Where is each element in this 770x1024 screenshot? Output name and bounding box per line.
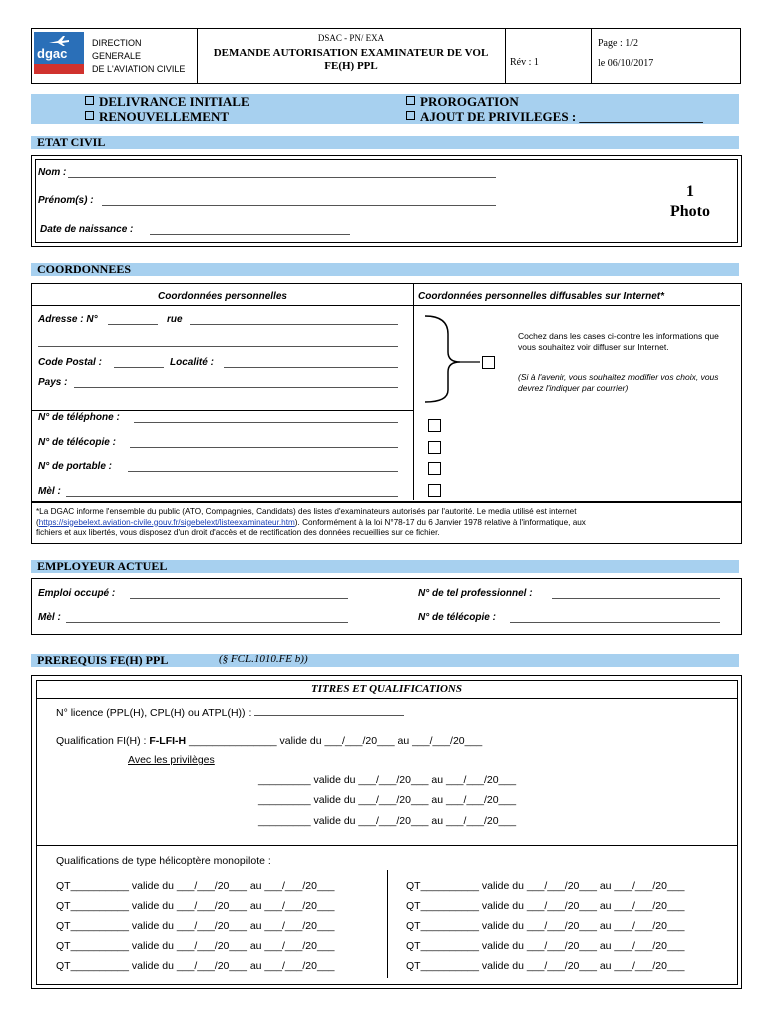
section-coordonnees — [31, 263, 739, 276]
privilege-row[interactable]: _________ valide du ___/___/20___ au ___/___/20___ — [258, 774, 517, 786]
rue-field[interactable] — [190, 324, 398, 325]
checkbox-icon[interactable] — [406, 96, 415, 105]
localite-field[interactable] — [224, 367, 398, 368]
option-prorogation[interactable] — [406, 94, 703, 109]
doc-title-line-1: DEMANDE AUTORISATION EXAMINATEUR DE VOL — [213, 47, 489, 59]
type-rating-row[interactable]: QT__________ valide du ___/___/20___ au ___/___/20___ — [406, 940, 685, 952]
adresse-num-field[interactable] — [108, 324, 158, 325]
org-name — [92, 37, 185, 76]
birthdate-field[interactable] — [150, 234, 350, 235]
footnote — [36, 507, 738, 539]
dgac-logo — [34, 32, 84, 76]
option-prorogation-label: PROROGATION — [420, 94, 519, 109]
row-divider — [32, 410, 413, 411]
diffuse-telephone-checkbox[interactable] — [428, 419, 441, 432]
prerequis-reference: (§ FCL.1010.FE b)) — [219, 653, 308, 665]
type-rating-left-column — [56, 876, 335, 976]
photo-placeholder[interactable] — [660, 182, 720, 222]
telecopie-field[interactable] — [130, 447, 398, 448]
emploi-label: Emploi occupé : — [38, 588, 116, 599]
type-rating-row[interactable]: QT__________ valide du ___/___/20___ au ___/___/20___ — [406, 960, 685, 972]
telephone-field[interactable] — [134, 422, 398, 423]
type-rating-right-column — [406, 876, 685, 976]
doc-title — [196, 47, 506, 73]
type-rating-divider — [36, 845, 737, 846]
licence-row[interactable] — [56, 706, 404, 719]
pays-label: Pays : — [38, 377, 68, 388]
diffuse-portable-checkbox[interactable] — [428, 462, 441, 475]
checkbox-icon[interactable] — [406, 111, 415, 120]
privileges-label: Avec les privilèges — [128, 754, 215, 766]
localite-label: Localité : — [170, 357, 214, 368]
option-initial-label: DELIVRANCE INITIALE — [99, 94, 250, 109]
prerequis-box-title: TITRES ET QUALIFICATIONS — [311, 683, 462, 695]
employeur-telecopie-label: N° de télécopie : — [418, 612, 496, 623]
privilege-row[interactable]: _________ valide du ___/___/20___ au ___/___/20___ — [258, 794, 517, 806]
section-title: PREREQUIS FE(H) PPL — [37, 653, 169, 667]
mel-field[interactable] — [66, 496, 398, 497]
type-rating-column-divider — [387, 870, 388, 978]
diffuse-telecopie-checkbox[interactable] — [428, 441, 441, 454]
footnote-line-3: fichiers et aux libertés, vous disposez d'un droit d'accès et de rectification des données recueillies sur ce fichier. — [36, 528, 440, 537]
doc-date: le 06/10/2017 — [598, 58, 654, 69]
birthdate-label: Date de naissance : — [40, 224, 134, 235]
revision: Rév : 1 — [510, 57, 539, 68]
footnote-line-2-text: ). Conformément à la loi N°78-17 du 6 Janvier 1978 relative à l'informatique, aux — [294, 517, 586, 527]
prenom-field[interactable] — [102, 205, 496, 206]
col-right-header: Coordonnées personnelles diffusables sur Internet* — [418, 291, 664, 302]
type-rating-row[interactable]: QT__________ valide du ___/___/20___ au ___/___/20___ — [56, 920, 335, 932]
section-title: EMPLOYEUR ACTUEL — [37, 559, 168, 573]
examiner-list-link[interactable]: https://sigebelext.aviation-civile.gouv.fr/sigebelext/listeexaminateur.htm — [38, 517, 295, 527]
option-renewal[interactable] — [85, 109, 250, 124]
type-rating-row[interactable]: QT__________ valide du ___/___/20___ au ___/___/20___ — [56, 900, 335, 912]
employeur-telecopie-field[interactable] — [510, 622, 720, 623]
option-privileges[interactable] — [406, 109, 703, 124]
checkbox-icon[interactable] — [85, 96, 94, 105]
type-rating-row[interactable]: QT__________ valide du ___/___/20___ au ___/___/20___ — [406, 880, 685, 892]
type-rating-row[interactable]: QT__________ valide du ___/___/20___ au ___/___/20___ — [56, 960, 335, 972]
brace-icon — [420, 314, 485, 404]
option-renewal-label: RENOUVELLEMENT — [99, 109, 230, 124]
column-divider — [413, 284, 414, 500]
request-type-right — [406, 94, 703, 124]
qualification-code: F-LFI-H — [149, 735, 187, 747]
nom-field[interactable] — [68, 177, 496, 178]
doc-ref: DSAC - PN/ EXA — [317, 33, 385, 43]
section-prerequis — [31, 654, 739, 667]
adresse-line-2[interactable] — [38, 346, 398, 347]
etat-civil-box — [31, 155, 742, 247]
type-rating-row[interactable]: QT__________ valide du ___/___/20___ au ___/___/20___ — [56, 880, 335, 892]
page-number: Page : 1/2 — [598, 38, 638, 49]
photo-label: Photo — [670, 203, 710, 220]
option-privileges-label: AJOUT DE PRIVILEGES : ___________________ — [420, 109, 703, 124]
logo-text: dgac — [37, 46, 68, 61]
employeur-box — [31, 578, 742, 635]
checkbox-icon[interactable] — [85, 111, 94, 120]
portable-label: N° de portable : — [38, 461, 113, 472]
qualification-validity: _______________ valide du ___/___/20___ au ___/___/20___ — [189, 735, 483, 747]
option-initial[interactable] — [85, 94, 250, 109]
adresse-label: Adresse : N° — [38, 314, 98, 325]
doc-title-line-2: FE(H) PPL — [324, 60, 378, 72]
telephone-label: N° de téléphone : — [38, 412, 120, 423]
header-rev-cell — [505, 29, 592, 83]
header-divider — [32, 305, 740, 306]
prenom-label: Prénom(s) : — [38, 195, 94, 206]
org-line-2: GENERALE — [92, 51, 142, 61]
qualification-fi-row[interactable] — [56, 735, 482, 747]
code-postal-label: Code Postal : — [38, 357, 102, 368]
org-line-3: DE L'AVIATION CIVILE — [92, 64, 186, 74]
section-title: ETAT CIVIL — [37, 135, 106, 149]
photo-number: 1 — [686, 183, 694, 200]
type-rating-row[interactable]: QT__________ valide du ___/___/20___ au ___/___/20___ — [406, 920, 685, 932]
qualification-label: Qualification FI(H) : — [56, 735, 147, 747]
org-line-1: DIRECTION — [92, 38, 142, 48]
mel-label: Mèl : — [38, 486, 61, 497]
employeur-mel-field[interactable] — [66, 622, 348, 623]
section-title: COORDONNEES — [37, 262, 132, 276]
footnote-line-2: (https://sigebelext.aviation-civile.gouv.fr/sigebelext/listeexaminateur.htm). Conformément à la loi N°78-17 du 6 Janvier 1978 relative à l'informatique, aux — [36, 517, 586, 527]
rue-label: rue — [167, 314, 183, 325]
pays-field[interactable] — [74, 387, 398, 388]
portable-field[interactable] — [128, 471, 398, 472]
request-type-left — [85, 94, 250, 124]
info-text: Cochez dans les cases ci-contre les informations que vous souhaitez voir diffuser sur Internet. — [518, 331, 719, 352]
tel-pro-label: N° de tel professionnel : — [418, 588, 533, 599]
diffuse-mel-checkbox[interactable] — [428, 484, 441, 497]
code-postal-field[interactable] — [114, 367, 164, 368]
privilege-row[interactable]: _________ valide du ___/___/20___ au ___/___/20___ — [258, 815, 517, 827]
type-rating-row[interactable]: QT__________ valide du ___/___/20___ au ___/___/20___ — [406, 900, 685, 912]
telecopie-label: N° de télécopie : — [38, 437, 116, 448]
diffuse-address-checkbox[interactable] — [482, 356, 495, 369]
section-etat-civil — [31, 136, 739, 149]
employeur-mel-label: Mèl : — [38, 612, 61, 623]
tel-pro-field[interactable] — [552, 598, 720, 599]
emploi-field[interactable] — [130, 598, 348, 599]
col-left-header: Coordonnées personnelles — [158, 291, 287, 302]
prerequis-title-divider — [36, 698, 737, 699]
footnote-line-1: *La DGAC informe l'ensemble du public (ATO, Compagnies, Candidats) des listes d'examinateurs autorisés par l'autorité. Le media utilisé est internet — [36, 507, 577, 516]
type-rating-row[interactable]: QT__________ valide du ___/___/20___ au ___/___/20___ — [56, 940, 335, 952]
section-employeur — [31, 560, 739, 573]
licence-label: N° licence (PPL(H), CPL(H) ou ATPL(H)) : — [56, 707, 252, 719]
info-italic: (Si à l'avenir, vous souhaitez modifier vos choix, vous devrez l'indiquer par courrier) — [518, 372, 719, 393]
type-rating-label: Qualifications de type hélicoptère monopilote : — [56, 855, 271, 867]
nom-label: Nom : — [38, 167, 67, 178]
